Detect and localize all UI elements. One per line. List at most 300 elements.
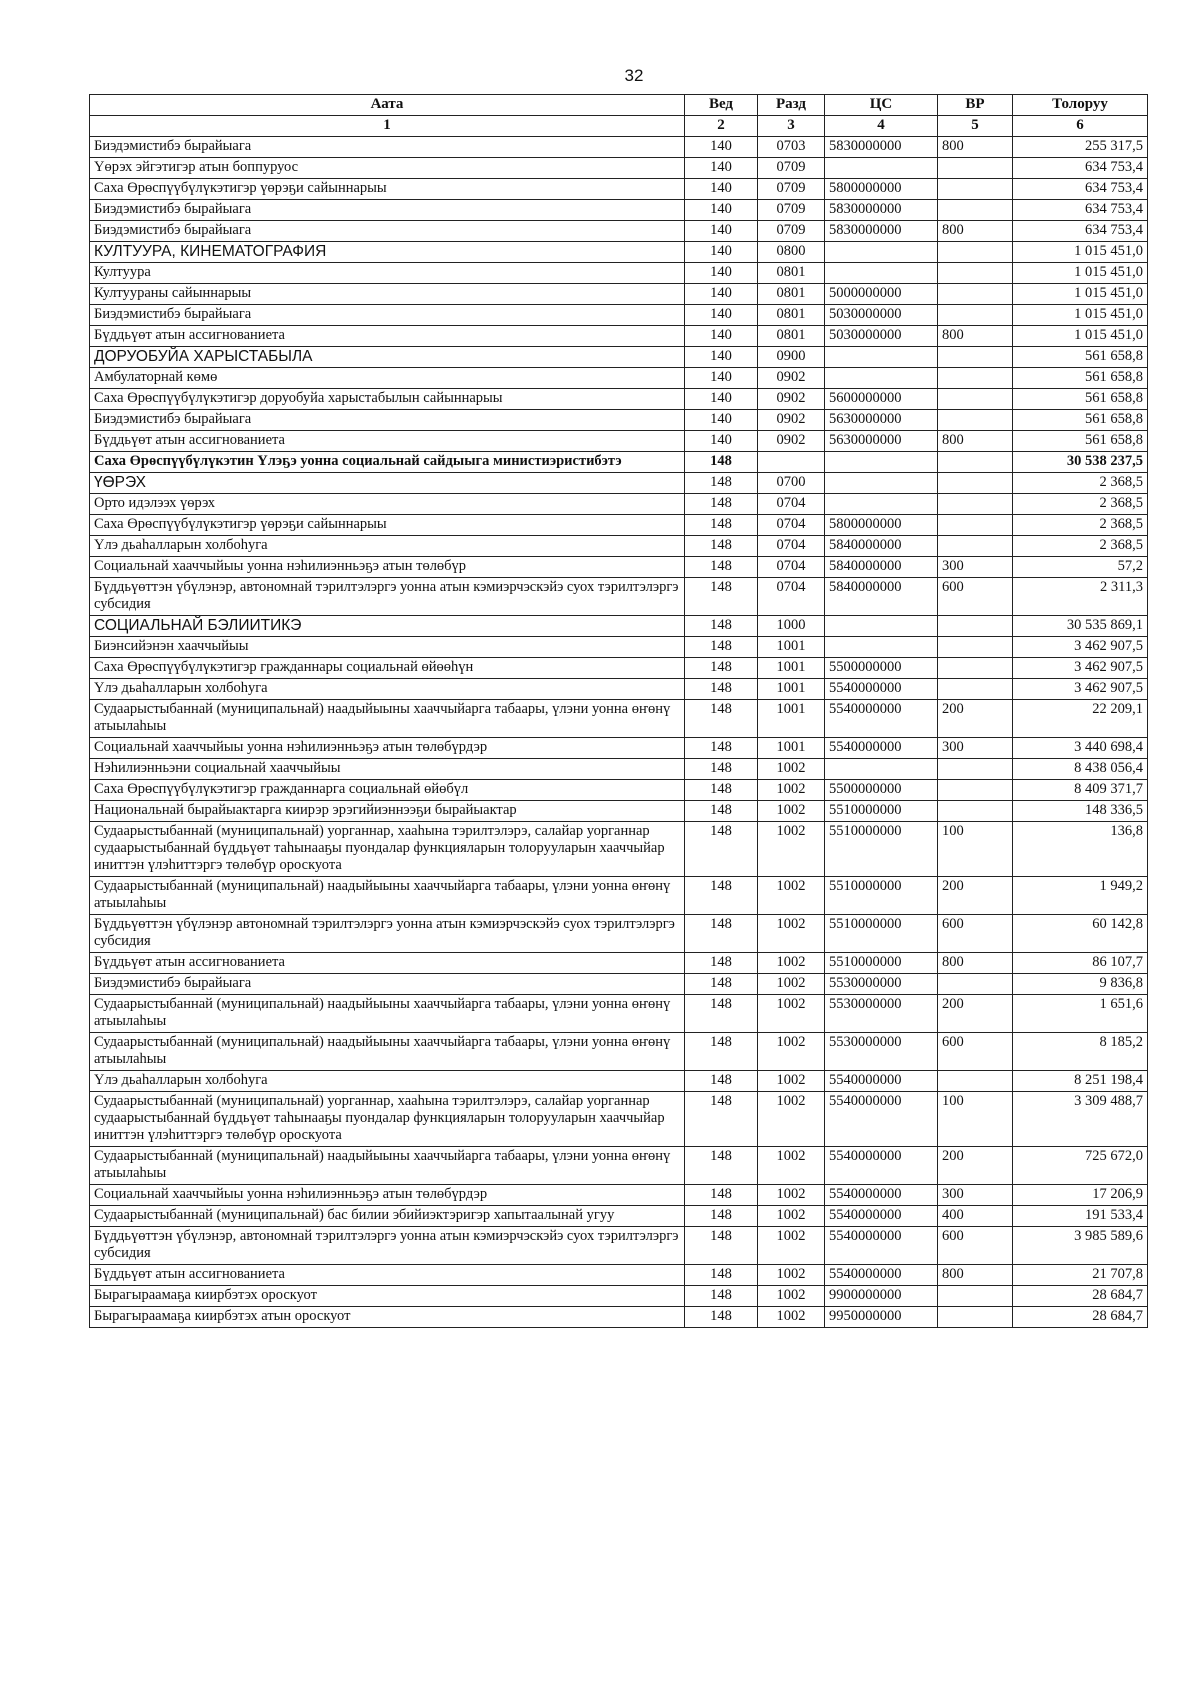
item-name: Судаарыстыбаннай (муниципальнай) наадыйыыны хааччыйарга табаары, үлэни уонна өҥөнү атыылаһыы	[90, 1147, 685, 1185]
target-article-code: 5840000000	[825, 536, 938, 557]
ved-code: 148	[685, 616, 758, 637]
section-code: 1002	[758, 953, 825, 974]
target-article-code	[825, 759, 938, 780]
amount: 1 015 451,0	[1013, 263, 1148, 284]
table-row	[90, 368, 1148, 389]
expense-type-code: 600	[938, 578, 1013, 616]
item-name: Саха Өрөспүүбүлүкэтигэр үөрэҕи сайыннарыы	[90, 515, 685, 536]
ved-code: 140	[685, 347, 758, 368]
table-row	[90, 877, 1148, 915]
table-row	[90, 1092, 1148, 1147]
amount: 2 368,5	[1013, 494, 1148, 515]
amount: 1 949,2	[1013, 877, 1148, 915]
table-row	[90, 158, 1148, 179]
table-row	[90, 452, 1148, 473]
table-row	[90, 536, 1148, 557]
item-name: Судаарыстыбаннай (муниципальнай) уорганнар, хааһына тэрилтэлэрэ, салайар уорганнар судаарыстыбаннай бүддьүөт таһынааҕы пуондалар функцияларын толорууларын хааччыйар иниттэн үлэһиттэргэ төлөбүр ороскуота	[90, 1092, 685, 1147]
column-number: 4	[825, 116, 938, 137]
target-article-code: 5510000000	[825, 953, 938, 974]
target-article-code: 5540000000	[825, 700, 938, 738]
item-name: Социальнай хааччыйыы уонна нэһилиэнньэҕэ атын төлөбүрдэр	[90, 1185, 685, 1206]
item-name: КУЛТУУРА, КИНЕМАТОГРАФИЯ	[90, 242, 685, 263]
item-name: Үлэ дьаһалларын холбоһуга	[90, 679, 685, 700]
table-row	[90, 137, 1148, 158]
item-name: Саха Өрөспүүбүлүкэтигэр үөрэҕи сайыннарыы	[90, 179, 685, 200]
section-code: 1002	[758, 1147, 825, 1185]
table-row	[90, 801, 1148, 822]
section-code: 0801	[758, 326, 825, 347]
section-code: 1000	[758, 616, 825, 637]
target-article-code: 5510000000	[825, 801, 938, 822]
header-row	[90, 95, 1148, 116]
section-code: 0801	[758, 305, 825, 326]
header-razd: Разд	[758, 95, 825, 116]
section-code: 0902	[758, 389, 825, 410]
item-name: Биэдэмистибэ бырайыага	[90, 974, 685, 995]
table-row	[90, 974, 1148, 995]
target-article-code: 5510000000	[825, 915, 938, 953]
column-number-row	[90, 116, 1148, 137]
ved-code: 140	[685, 305, 758, 326]
item-name: Үлэ дьаһалларын холбоһуга	[90, 1071, 685, 1092]
expense-type-code	[938, 347, 1013, 368]
section-code	[758, 452, 825, 473]
expense-type-code: 800	[938, 221, 1013, 242]
table-row	[90, 473, 1148, 494]
section-code: 1002	[758, 974, 825, 995]
expense-type-code: 800	[938, 137, 1013, 158]
expense-type-code	[938, 974, 1013, 995]
amount: 2 311,3	[1013, 578, 1148, 616]
amount: 22 209,1	[1013, 700, 1148, 738]
section-code: 0709	[758, 221, 825, 242]
section-code: 1002	[758, 822, 825, 877]
amount: 1 015 451,0	[1013, 284, 1148, 305]
ved-code: 148	[685, 738, 758, 759]
section-code: 0801	[758, 284, 825, 305]
target-article-code	[825, 494, 938, 515]
item-name: Бүддьүөт атын ассигнованиета	[90, 326, 685, 347]
expense-type-code	[938, 179, 1013, 200]
target-article-code	[825, 616, 938, 637]
expense-type-code: 800	[938, 326, 1013, 347]
target-article-code: 5540000000	[825, 679, 938, 700]
ved-code: 148	[685, 822, 758, 877]
ved-code: 148	[685, 1265, 758, 1286]
ved-code: 148	[685, 1227, 758, 1265]
amount: 561 658,8	[1013, 431, 1148, 452]
target-article-code: 5000000000	[825, 284, 938, 305]
item-name: Судаарыстыбаннай (муниципальнай) наадыйыыны хааччыйарга табаары, үлэни уонна өҥөнү атыылаһыы	[90, 995, 685, 1033]
amount: 3 462 907,5	[1013, 637, 1148, 658]
ved-code: 140	[685, 179, 758, 200]
table-row	[90, 221, 1148, 242]
target-article-code: 5500000000	[825, 658, 938, 679]
expense-type-code	[938, 1307, 1013, 1328]
ved-code: 148	[685, 658, 758, 679]
ved-code: 140	[685, 368, 758, 389]
amount: 191 533,4	[1013, 1206, 1148, 1227]
expense-type-code: 100	[938, 1092, 1013, 1147]
budget-table	[89, 94, 1148, 1328]
section-code: 1002	[758, 1206, 825, 1227]
item-name: Бүддьүөттэн үбүлэнэр автономнай тэрилтэлэргэ уонна атын кэмиэрчэскэйэ суох тэрилтэлэргэ субсидия	[90, 915, 685, 953]
target-article-code: 5030000000	[825, 326, 938, 347]
table-row	[90, 326, 1148, 347]
target-article-code: 5630000000	[825, 431, 938, 452]
table-row	[90, 263, 1148, 284]
target-article-code: 9900000000	[825, 1286, 938, 1307]
section-code: 0704	[758, 515, 825, 536]
amount: 2 368,5	[1013, 473, 1148, 494]
item-name: Култуураны сайыннарыы	[90, 284, 685, 305]
section-code: 1002	[758, 1071, 825, 1092]
expense-type-code	[938, 410, 1013, 431]
amount: 28 684,7	[1013, 1286, 1148, 1307]
expense-type-code	[938, 242, 1013, 263]
table-row	[90, 1071, 1148, 1092]
section-code: 1001	[758, 658, 825, 679]
expense-type-code: 300	[938, 557, 1013, 578]
item-name: Биэдэмистибэ бырайыага	[90, 200, 685, 221]
table-row	[90, 389, 1148, 410]
table-body	[90, 137, 1148, 1328]
amount: 725 672,0	[1013, 1147, 1148, 1185]
section-code: 1001	[758, 679, 825, 700]
target-article-code: 5600000000	[825, 389, 938, 410]
ved-code: 140	[685, 158, 758, 179]
item-name: Биэдэмистибэ бырайыага	[90, 137, 685, 158]
section-code: 1002	[758, 1185, 825, 1206]
expense-type-code	[938, 679, 1013, 700]
ved-code: 148	[685, 974, 758, 995]
item-name: Бырагыраамаҕа киирбэтэх атын ороскуот	[90, 1307, 685, 1328]
ved-code: 148	[685, 557, 758, 578]
column-number: 1	[90, 116, 685, 137]
table-row	[90, 637, 1148, 658]
ved-code: 148	[685, 637, 758, 658]
ved-code: 140	[685, 242, 758, 263]
amount: 8 251 198,4	[1013, 1071, 1148, 1092]
expense-type-code: 400	[938, 1206, 1013, 1227]
target-article-code: 5830000000	[825, 137, 938, 158]
target-article-code: 5510000000	[825, 822, 938, 877]
expense-type-code: 200	[938, 1147, 1013, 1185]
amount: 60 142,8	[1013, 915, 1148, 953]
amount: 3 462 907,5	[1013, 658, 1148, 679]
ved-code: 148	[685, 1286, 758, 1307]
expense-type-code: 100	[938, 822, 1013, 877]
section-code: 1002	[758, 995, 825, 1033]
table-row	[90, 822, 1148, 877]
expense-type-code	[938, 759, 1013, 780]
expense-type-code	[938, 368, 1013, 389]
target-article-code: 5510000000	[825, 877, 938, 915]
item-name: Бырагыраамаҕа киирбэтэх ороскуот	[90, 1286, 685, 1307]
item-name: Судаарыстыбаннай (муниципальнай) уорганнар, хааһына тэрилтэлэрэ, салайар уорганнар судаарыстыбаннай бүддьүөт таһынааҕы пуондалар функцияларын толорууларын хааччыйар иниттэн үлэһиттэргэ төлөбүр ороскуота	[90, 822, 685, 877]
column-number: 2	[685, 116, 758, 137]
ved-code: 148	[685, 953, 758, 974]
table-row	[90, 200, 1148, 221]
amount: 1 651,6	[1013, 995, 1148, 1033]
section-code: 1002	[758, 877, 825, 915]
target-article-code: 5540000000	[825, 1265, 938, 1286]
section-code: 1002	[758, 801, 825, 822]
expense-type-code: 300	[938, 1185, 1013, 1206]
item-name: Бүддьүөт атын ассигнованиета	[90, 953, 685, 974]
section-code: 1002	[758, 1307, 825, 1328]
target-article-code: 5800000000	[825, 179, 938, 200]
expense-type-code	[938, 305, 1013, 326]
expense-type-code: 200	[938, 700, 1013, 738]
item-name: Бүддьүөт атын ассигнованиета	[90, 431, 685, 452]
section-code: 1002	[758, 915, 825, 953]
item-name: Үөрэх эйгэтигэр атын боппуруос	[90, 158, 685, 179]
target-article-code	[825, 263, 938, 284]
expense-type-code: 300	[938, 738, 1013, 759]
section-code: 0704	[758, 494, 825, 515]
expense-type-code	[938, 200, 1013, 221]
expense-type-code	[938, 616, 1013, 637]
ved-code: 148	[685, 801, 758, 822]
target-article-code	[825, 637, 938, 658]
item-name: Үлэ дьаһалларын холбоһуга	[90, 536, 685, 557]
section-code: 0801	[758, 263, 825, 284]
item-name: Нэһилиэнньэни социальнай хааччыйыы	[90, 759, 685, 780]
section-code: 1001	[758, 637, 825, 658]
section-code: 1002	[758, 759, 825, 780]
table-row	[90, 179, 1148, 200]
section-code: 0902	[758, 431, 825, 452]
amount: 9 836,8	[1013, 974, 1148, 995]
expense-type-code	[938, 494, 1013, 515]
target-article-code	[825, 158, 938, 179]
ved-code: 140	[685, 284, 758, 305]
section-code: 0700	[758, 473, 825, 494]
target-article-code	[825, 347, 938, 368]
ved-code: 140	[685, 221, 758, 242]
expense-type-code: 800	[938, 953, 1013, 974]
expense-type-code: 200	[938, 995, 1013, 1033]
table-row	[90, 1147, 1148, 1185]
item-name: Социальнай хааччыйыы уонна нэһилиэнньэҕэ атын төлөбүр	[90, 557, 685, 578]
ved-code: 140	[685, 263, 758, 284]
section-code: 1002	[758, 1227, 825, 1265]
expense-type-code	[938, 801, 1013, 822]
expense-type-code	[938, 473, 1013, 494]
target-article-code: 5540000000	[825, 1071, 938, 1092]
expense-type-code: 600	[938, 1033, 1013, 1071]
table-row	[90, 1307, 1148, 1328]
amount: 561 658,8	[1013, 368, 1148, 389]
target-article-code	[825, 242, 938, 263]
ved-code: 148	[685, 494, 758, 515]
ved-code: 140	[685, 137, 758, 158]
amount: 634 753,4	[1013, 200, 1148, 221]
ved-code: 148	[685, 1147, 758, 1185]
target-article-code: 5540000000	[825, 1206, 938, 1227]
ved-code: 148	[685, 780, 758, 801]
item-name: Саха Өрөспүүбүлүкэтигэр гражданнарга социальнай өйөбүл	[90, 780, 685, 801]
table-row	[90, 1265, 1148, 1286]
target-article-code: 9950000000	[825, 1307, 938, 1328]
amount: 2 368,5	[1013, 536, 1148, 557]
table-row	[90, 1033, 1148, 1071]
target-article-code: 5540000000	[825, 738, 938, 759]
expense-type-code	[938, 1071, 1013, 1092]
target-article-code: 5500000000	[825, 780, 938, 801]
item-name: СОЦИАЛЬНАЙ БЭЛИИТИКЭ	[90, 616, 685, 637]
expense-type-code: 200	[938, 877, 1013, 915]
table-row	[90, 515, 1148, 536]
table-row	[90, 658, 1148, 679]
item-name: Биэдэмистибэ бырайыага	[90, 410, 685, 431]
ved-code: 148	[685, 536, 758, 557]
column-number: 5	[938, 116, 1013, 137]
table-row	[90, 780, 1148, 801]
ved-code: 148	[685, 1092, 758, 1147]
section-code: 0709	[758, 200, 825, 221]
table-row	[90, 242, 1148, 263]
ved-code: 148	[685, 877, 758, 915]
target-article-code: 5530000000	[825, 1033, 938, 1071]
table-row	[90, 578, 1148, 616]
table-row	[90, 679, 1148, 700]
amount: 561 658,8	[1013, 347, 1148, 368]
table-row	[90, 995, 1148, 1033]
table-row	[90, 557, 1148, 578]
item-name: Саха Өрөспүүбүлүкэтигэр доруобуйа харыстабылын сайыннарыы	[90, 389, 685, 410]
ved-code: 148	[685, 1185, 758, 1206]
amount: 8 185,2	[1013, 1033, 1148, 1071]
target-article-code	[825, 452, 938, 473]
section-code: 0704	[758, 536, 825, 557]
table-row	[90, 1286, 1148, 1307]
amount: 136,8	[1013, 822, 1148, 877]
amount: 561 658,8	[1013, 410, 1148, 431]
section-code: 1001	[758, 700, 825, 738]
amount: 255 317,5	[1013, 137, 1148, 158]
item-name: Биэнсийэнэн хааччыйыы	[90, 637, 685, 658]
ved-code: 148	[685, 1071, 758, 1092]
column-number: 6	[1013, 116, 1148, 137]
item-name: ДОРУОБУЙА ХАРЫСТАБЫЛА	[90, 347, 685, 368]
section-code: 0902	[758, 368, 825, 389]
ved-code: 148	[685, 1033, 758, 1071]
header-cs: ЦС	[825, 95, 938, 116]
section-code: 1002	[758, 780, 825, 801]
target-article-code: 5540000000	[825, 1227, 938, 1265]
target-article-code: 5540000000	[825, 1185, 938, 1206]
item-name: ҮӨРЭХ	[90, 473, 685, 494]
expense-type-code: 600	[938, 915, 1013, 953]
ved-code: 140	[685, 389, 758, 410]
section-code: 0900	[758, 347, 825, 368]
item-name: Социальнай хааччыйыы уонна нэһилиэнньэҕэ атын төлөбүрдэр	[90, 738, 685, 759]
ved-code: 140	[685, 200, 758, 221]
section-code: 1002	[758, 1265, 825, 1286]
ved-code: 140	[685, 431, 758, 452]
amount: 3 309 488,7	[1013, 1092, 1148, 1147]
target-article-code: 5840000000	[825, 557, 938, 578]
amount: 561 658,8	[1013, 389, 1148, 410]
target-article-code	[825, 368, 938, 389]
amount: 8 409 371,7	[1013, 780, 1148, 801]
table-row	[90, 616, 1148, 637]
item-name: Саха Өрөспүүбүлүкэтин Үлэҕэ уонна социальнай сайдыыга министиэристибэтэ	[90, 452, 685, 473]
expense-type-code	[938, 637, 1013, 658]
section-code: 0709	[758, 158, 825, 179]
section-code: 1002	[758, 1286, 825, 1307]
item-name: Судаарыстыбаннай (муниципальнай) наадыйыыны хааччыйарга табаары, үлэни уонна өҥөнү атыылаһыы	[90, 1033, 685, 1071]
item-name: Биэдэмистибэ бырайыага	[90, 221, 685, 242]
amount: 634 753,4	[1013, 158, 1148, 179]
item-name: Бүддьүөттэн үбүлэнэр, автономнай тэрилтэлэргэ уонна атын кэмиэрчэскэйэ суох тэрилтэлэргэ субсидия	[90, 1227, 685, 1265]
amount: 8 438 056,4	[1013, 759, 1148, 780]
header-ved: Вед	[685, 95, 758, 116]
section-code: 0704	[758, 557, 825, 578]
section-code: 0703	[758, 137, 825, 158]
expense-type-code	[938, 536, 1013, 557]
amount: 30 535 869,1	[1013, 616, 1148, 637]
expense-type-code	[938, 1286, 1013, 1307]
target-article-code: 5840000000	[825, 578, 938, 616]
ved-code: 148	[685, 1307, 758, 1328]
item-name: Судаарыстыбаннай (муниципальнай) наадыйыыны хааччыйарга табаары, үлэни уонна өҥөнү атыылаһыы	[90, 877, 685, 915]
table-row	[90, 347, 1148, 368]
target-article-code: 5630000000	[825, 410, 938, 431]
expense-type-code	[938, 515, 1013, 536]
amount: 57,2	[1013, 557, 1148, 578]
target-article-code: 5030000000	[825, 305, 938, 326]
target-article-code: 5830000000	[825, 200, 938, 221]
amount: 30 538 237,5	[1013, 452, 1148, 473]
amount: 1 015 451,0	[1013, 326, 1148, 347]
amount: 148 336,5	[1013, 801, 1148, 822]
ved-code: 148	[685, 679, 758, 700]
amount: 634 753,4	[1013, 179, 1148, 200]
section-code: 1002	[758, 1033, 825, 1071]
table-row	[90, 284, 1148, 305]
section-code: 1002	[758, 1092, 825, 1147]
ved-code: 148	[685, 1206, 758, 1227]
ved-code: 148	[685, 995, 758, 1033]
expense-type-code: 600	[938, 1227, 1013, 1265]
ved-code: 148	[685, 915, 758, 953]
table-row	[90, 700, 1148, 738]
table-row	[90, 410, 1148, 431]
table-row	[90, 1227, 1148, 1265]
expense-type-code	[938, 658, 1013, 679]
amount: 28 684,7	[1013, 1307, 1148, 1328]
target-article-code: 5530000000	[825, 995, 938, 1033]
amount: 1 015 451,0	[1013, 242, 1148, 263]
table-row	[90, 759, 1148, 780]
expense-type-code: 800	[938, 431, 1013, 452]
amount: 2 368,5	[1013, 515, 1148, 536]
target-article-code	[825, 473, 938, 494]
table-row	[90, 1185, 1148, 1206]
section-code: 0704	[758, 578, 825, 616]
target-article-code: 5540000000	[825, 1147, 938, 1185]
target-article-code: 5540000000	[825, 1092, 938, 1147]
header-name: Аата	[90, 95, 685, 116]
item-name: Бүддьүөттэн үбүлэнэр, автономнай тэрилтэлэргэ уонна атын кэмиэрчэскэйэ суох тэрилтэлэргэ субсидия	[90, 578, 685, 616]
amount: 3 462 907,5	[1013, 679, 1148, 700]
expense-type-code	[938, 389, 1013, 410]
amount: 3 985 589,6	[1013, 1227, 1148, 1265]
target-article-code: 5800000000	[825, 515, 938, 536]
